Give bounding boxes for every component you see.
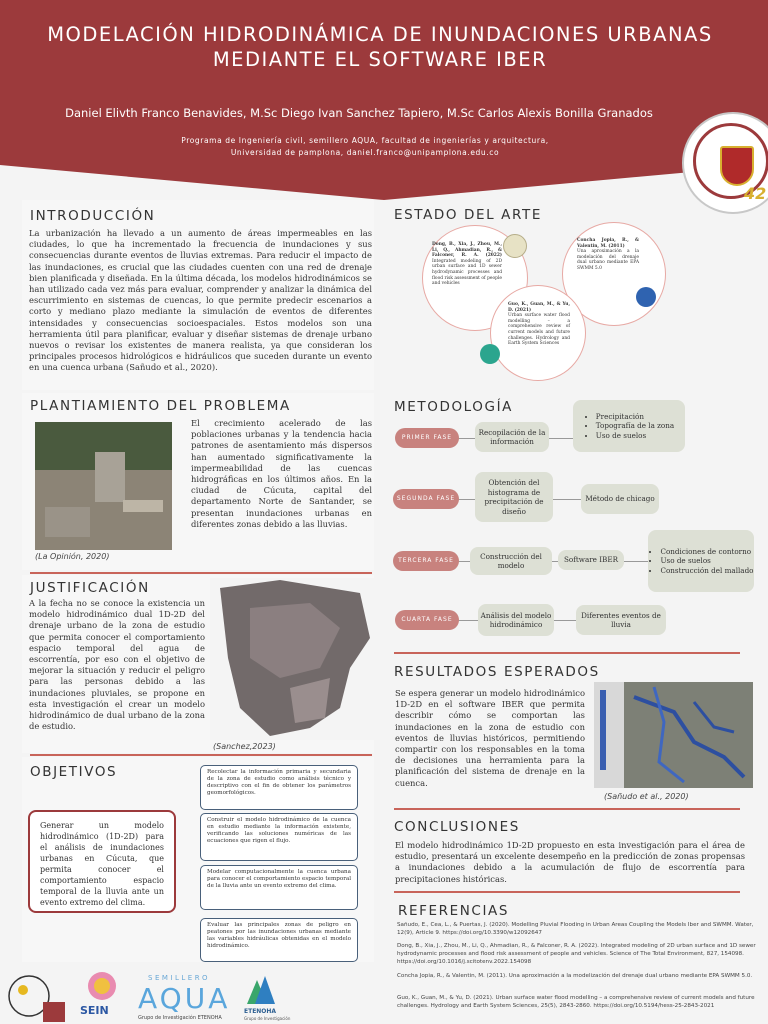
reference-3: Concha Jopia, R., & Valentin, M. (2011). Una aproximación a la modelización del drenaje dual urbano mediante EPA SWMM 5.0.: [397, 973, 753, 979]
affiliation-line-1: Programa de Ingeniería civil, semillero AQUA, facultad de ingenierías y arquitectura,: [181, 136, 549, 145]
estado-arte-item-1-text: Integrated modeling of 2D urban surface and 1D sewer hydrodynamic processes and flood risk assessment of people and vehicles: [432, 258, 502, 287]
planteamiento-title: PLANTIAMIENTO DEL PROBLEMA: [30, 398, 291, 414]
phase-3-details: [648, 530, 754, 592]
affiliation: [130, 135, 600, 159]
etenoha-logo-text: ETENOHA: [244, 1008, 277, 1015]
reference-2: Dong, B., Xia, J., Zhou, M., Li, Q., Ahmadian, R., & Falconer, R. A. (2022). Integrated modeling of 2D urban surface and 1D sewer hydrodynamic processes and flood risk assessment of people and vehicles. Science of The Total Environment, 827, 154098. https://doi.org/10.1016/j.scitotenv.2022.154098: [397, 943, 756, 965]
phase-4-detail: Diferentes eventos de lluvia: [576, 605, 666, 635]
phase-2-detail: Método de chicago: [581, 484, 659, 514]
phase-1-details-list: [584, 412, 674, 441]
journal-badge-3-icon: [480, 344, 500, 364]
divider-1: [30, 572, 372, 574]
aqua-logo-text: AQUA: [138, 982, 231, 1015]
phase-3-label: TERCERA FASE: [393, 551, 459, 571]
estado-arte-item-1: [432, 242, 502, 287]
estado-arte-item-2-authors: Concha Jopia, R., & Valentin, M. (2011): [577, 238, 639, 249]
specific-objective-3: Modelar computacionalmente la cuenca urbana para conocer el comportamiento espacio temporal de la lluvia ante un evento extremo del clima.: [200, 865, 358, 910]
faculty-logo: [5, 968, 67, 1024]
divider-3: [394, 652, 740, 654]
phase-1-details: [573, 400, 685, 452]
semillero-label: SEMILLERO: [148, 974, 211, 982]
etenoha-subtitle: Grupo de Investigación: [244, 1016, 291, 1021]
specific-objective-2: Construir el modelo hidrodinámico de la cuenca en estudio mediante la información existente, verificando las soluciones numéricas de las ecuaciones que rigen el flujo.: [200, 813, 358, 861]
justificacion-caption: (Sanchez,2023): [213, 742, 276, 751]
shield-icon: [720, 146, 754, 186]
journal-badge-2-icon: [636, 287, 656, 307]
metodologia-title: METODOLOGÍA: [394, 399, 514, 415]
flood-photo: [35, 422, 172, 550]
iber-results-map: [594, 682, 753, 788]
phase-3-step: Construcción del modelo: [470, 547, 552, 575]
conclusiones-text: El modelo hidrodinámico 1D-2D propuesto en esta investigación para el área de estudio, presentará un excelente desempeño en la predicción de zonas propensas a inundaciones debido a la acumulación de flujo de escorrentía para precipitaciones históricas.: [395, 840, 745, 884]
introduccion-title: INTRODUCCIÓN: [30, 208, 156, 224]
phase-1-detail-3: • Uso de suelos: [596, 431, 674, 441]
phase-3-detail-2: • Uso de suelos: [660, 556, 753, 566]
objetivos-title: OBJETIVOS: [30, 764, 118, 780]
divider-4: [394, 808, 740, 810]
reference-1: Sañudo, E., Cea, L., & Puertas, J. (2020). Modelling Pluvial Flooding in Urban Areas Coupling the Models Iber and SWMM. Water, 12(9), Article 9. https://doi.org/10.3390/w12092647: [397, 922, 754, 936]
phase-3-detail-1: • Condiciones de contorno: [660, 547, 753, 557]
title-line-2: MEDIANTE EL SOFTWARE IBER: [212, 48, 548, 71]
estado-arte-title: ESTADO DEL ARTE: [394, 207, 542, 223]
estado-arte-item-1-authors: Dong, B., Xia, J., Zhou, M., Li, Q., Ahmadian, R., & Falconer, R. A. (2022): [432, 242, 502, 259]
estado-arte-item-2: [577, 238, 639, 272]
phase-2-label: SEGUNDA FASE: [393, 489, 459, 509]
phase-1-step: Recopilación de la información: [475, 422, 549, 452]
etenoha-logo: [245, 974, 275, 1006]
resultados-title: RESULTADOS ESPERADOS: [394, 664, 600, 680]
phase-4-label: CUARTA FASE: [395, 610, 459, 630]
justificacion-title: JUSTIFICACIÓN: [30, 580, 150, 596]
phase-1-label: PRIMER FASE: [395, 428, 459, 448]
header-point: [0, 165, 768, 200]
planteamiento-text: El crecimiento acelerado de las poblaciones urbanas y la tendencia hacia patrones de asentamiento más dispersos han aumentado significativamente la impermeabilidad de las cuencas hidrográficas en los últimos años. En la ciudad de Cúcuta, capital del departamento Norte de Santander, se presentan inundaciones urbanas en diferentes zonas debido a las lluvias.: [191, 418, 372, 529]
estado-arte-item-3-text: Urban surface water flood modelling – a comprehensive review of current models and future challenges. Hydrology and Earth System Sciences: [508, 313, 570, 347]
referencias-title: REFERENCIAS: [398, 903, 510, 919]
justificacion-text: A la fecha no se conoce la existencia un modelo hidrodinámico dual 1D-2D del drenaje urbano de la zona de estudio que permita conocer el comportamiento espacio temporal del agua de escorrentía, por eso con el objetivo de mejorar la situación y reducir el peligro para las personas debido a las inundaciones pluviales, se propone en esta investigación el crear un modelo hidrodinámico de dual urbano de la zona de estudio.: [29, 598, 205, 732]
general-objective-box: Generar un modelo hidrodinámico (1D-2D) para el análisis de inundaciones urbanas en Cúcuta, que permita conocer el comportamiento espacio temporal de la lluvia ante un evento extremo del clima.: [28, 810, 176, 913]
study-area-map: [210, 578, 374, 740]
sein-logo-text: SEIN: [80, 1004, 109, 1017]
phase-3-detail-3: • Construcción del mallado: [660, 566, 753, 576]
authors: Daniel Elivth Franco Benavides, M.Sc Diego Ivan Sanchez Tapiero, M.Sc Carlos Alexis Bonilla Granados: [65, 106, 653, 120]
specific-objective-1: Recolectar la información primaria y secundaria de la zona de estudio como análisis técnico y descriptivo con el fin de obtener los parámetros geomorfológicos.: [200, 765, 358, 810]
phase-1-detail-1: • Precipitación: [596, 412, 674, 422]
seal-ring: [693, 123, 768, 203]
specific-objective-4: Evaluar las principales zonas de peligro en peatones por las inundaciones urbanas mediante las variables hidráulicas obtenidas en el modelo hidrodinámico.: [200, 918, 358, 962]
phase-2-step: Obtención del histograma de precipitación de diseño: [475, 472, 553, 522]
estado-arte-item-3-authors: Guo, K., Guan, M., & Yu, D. (2021): [508, 302, 570, 313]
divider-2: [30, 754, 372, 756]
divider-5: [394, 891, 740, 893]
planteamiento-caption: (La Opinión, 2020): [35, 552, 110, 561]
introduccion-text: La urbanización ha llevado a un aumento de áreas impermeables en las ciudades, lo que ha incrementado la frecuencia de inundaciones y sus consecuencias durante eventos de lluvias extremas. Para reducir el impacto de las inundaciones, es crucial que las ciudades cuenten con una red de drenaje bien planificada y diseñada. En la última década, los modelos hidrodinámicos se han utilizado cada vez más para evaluar, comprender y analizar la dinámica del escurrimiento en sistemas de cuencas, lo que permite predecir escenarios a corto y mediano plazo mediante la simulación de eventos de diferentes intensidades y consecuencias socioespaciales. Estos modelos son una herramienta útil para planificar, evaluar y diseñar sistemas de drenaje urbano nuevos o revisar los existentes de manera realista, ya que consideran los principales procesos hidrológicos e hidráulicos que suceden durante un evento en una cuenca urbana (Sañudo et al., 2020).: [29, 228, 372, 373]
journal-badge-1-icon: [503, 234, 527, 258]
conclusiones-title: CONCLUSIONES: [394, 819, 520, 835]
estado-arte-item-3: [508, 302, 570, 347]
aqua-subtitle: Grupo de Investigación ETENOHA: [138, 1015, 222, 1021]
phase-3-middle: Software IBER: [558, 550, 624, 570]
poster-title: [10, 22, 750, 72]
reference-4: Guo, K., Guan, M., & Yu, D. (2021). Urban surface water flood modelling – a comprehensive review of current models and future challenges. Hydrology and Earth System Sciences, 25(5), 2843-2860. https://doi.org/10.5194/hess-25-2843-2021: [397, 995, 755, 1009]
resultados-caption: (Sañudo et al., 2020): [604, 792, 689, 801]
title-line-1: MODELACIÓN HIDRODINÁMICA DE INUNDACIONES URBANAS: [47, 23, 713, 46]
phase-1-detail-2: • Topografía de la zona: [596, 421, 674, 431]
estado-arte-item-2-text: Una aproximación a la modelación del drenaje dual urbano mediante EPA SWMM 5.0: [577, 249, 639, 271]
sein-logo: [80, 970, 124, 1002]
seal-anniversary-number: 42: [744, 184, 767, 203]
affiliation-line-2: Universidad de pamplona, daniel.franco@unipamplona.edu.co: [230, 148, 500, 157]
phase-3-details-list: [648, 547, 753, 576]
phase-4-step: Análisis del modelo hidrodinámico: [478, 604, 554, 636]
resultados-text: Se espera generar un modelo hidrodinámico 1D-2D en el software IBER que permita describir cómo se comportan las inundaciones en la zona de estudio con eventos de lluvias históricos, permitiendo compartir con los responsables en la toma de decisiones una herramienta para la planificación del sistema de drenaje en la cuenca.: [395, 688, 585, 788]
